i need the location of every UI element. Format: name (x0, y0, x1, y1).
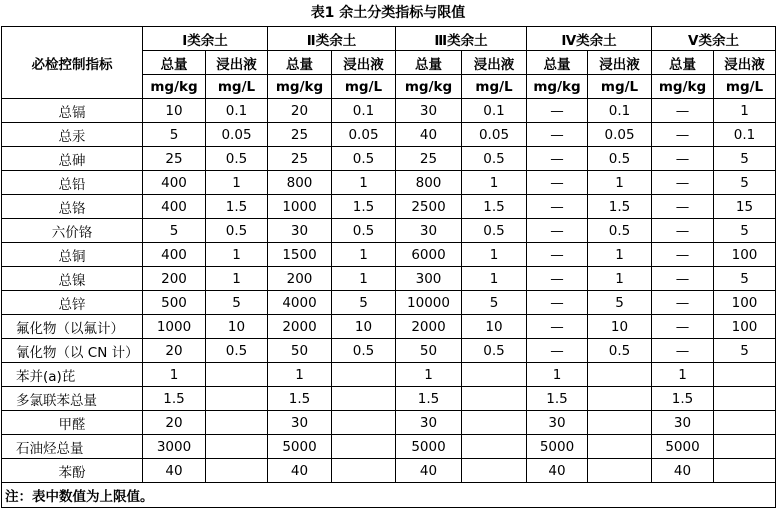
class-1-header: Ⅰ类余土 (143, 27, 268, 51)
value-cell: 3000 (143, 435, 206, 459)
value-cell: 0.5 (588, 147, 652, 171)
value-cell: 10 (332, 315, 396, 339)
value-cell: 15 (714, 195, 776, 219)
table-row (2, 219, 776, 243)
indicator-name: 总铜 (2, 243, 143, 267)
table-row (2, 147, 776, 171)
leach-unit: mg/L (206, 75, 268, 99)
value-cell: — (652, 339, 714, 363)
total-unit: mg/kg (527, 75, 588, 99)
value-cell: — (527, 243, 588, 267)
value-cell: — (652, 123, 714, 147)
table-row (2, 339, 776, 363)
value-cell: 1 (588, 243, 652, 267)
value-cell: 0.1 (588, 99, 652, 123)
table-note: 注：表中数值为上限值。 (2, 483, 776, 508)
indicator-name: 总铅 (2, 171, 143, 195)
value-cell: 0.5 (206, 339, 268, 363)
total-unit: mg/kg (396, 75, 462, 99)
indicator-name: 总镉 (2, 99, 143, 123)
class-4-header: Ⅳ类余土 (527, 27, 652, 51)
table-row (2, 123, 776, 147)
value-cell: 0.5 (332, 339, 396, 363)
value-cell: 5 (143, 219, 206, 243)
value-cell (332, 411, 396, 435)
value-cell: — (527, 291, 588, 315)
value-cell: 400 (143, 195, 206, 219)
value-cell: 0.1 (332, 99, 396, 123)
table-row (2, 435, 776, 459)
value-cell: 30 (652, 411, 714, 435)
value-cell: 1 (206, 171, 268, 195)
value-cell: 1.5 (143, 387, 206, 411)
value-cell: 40 (652, 459, 714, 483)
table-row (2, 291, 776, 315)
leach-unit: mg/L (714, 75, 776, 99)
value-cell: 0.5 (206, 147, 268, 171)
value-cell: 10000 (396, 291, 462, 315)
value-cell: 40 (527, 459, 588, 483)
table-row (2, 99, 776, 123)
value-cell: 0.05 (588, 123, 652, 147)
indicator-name: 总镍 (2, 267, 143, 291)
class-3-header: Ⅲ类余土 (396, 27, 527, 51)
value-cell: 2000 (396, 315, 462, 339)
value-cell: 25 (268, 123, 332, 147)
value-cell: 0.05 (462, 123, 527, 147)
value-cell: — (652, 147, 714, 171)
table-row (2, 387, 776, 411)
value-cell: 0.5 (332, 147, 396, 171)
value-cell: 5 (588, 291, 652, 315)
value-cell: 1 (588, 171, 652, 195)
value-cell: — (527, 315, 588, 339)
value-cell: 1 (462, 243, 527, 267)
value-cell: — (527, 123, 588, 147)
value-cell: — (652, 291, 714, 315)
value-cell: 20 (143, 411, 206, 435)
leach-header: 浸出液 (206, 51, 268, 75)
value-cell: 200 (268, 267, 332, 291)
value-cell: 1.5 (268, 387, 332, 411)
value-cell: — (652, 243, 714, 267)
value-cell: 1000 (268, 195, 332, 219)
value-cell (206, 411, 268, 435)
value-cell: 1500 (268, 243, 332, 267)
value-cell: 0.1 (206, 99, 268, 123)
value-cell (714, 363, 776, 387)
value-cell (206, 459, 268, 483)
value-cell: 1 (332, 267, 396, 291)
value-cell: 20 (143, 339, 206, 363)
value-cell: 1 (714, 99, 776, 123)
value-cell: 400 (143, 243, 206, 267)
value-cell: 50 (268, 339, 332, 363)
table-row (2, 243, 776, 267)
value-cell: 5 (714, 339, 776, 363)
value-cell: — (652, 99, 714, 123)
indicator-name: 总铬 (2, 195, 143, 219)
total-unit: mg/kg (268, 75, 332, 99)
total-header: 总量 (652, 51, 714, 75)
value-cell: — (527, 171, 588, 195)
value-cell: 0.05 (206, 123, 268, 147)
leach-unit: mg/L (332, 75, 396, 99)
leach-unit: mg/L (462, 75, 527, 99)
leach-header: 浸出液 (332, 51, 396, 75)
value-cell: 10 (588, 315, 652, 339)
value-cell: 0.1 (714, 123, 776, 147)
value-cell: 1.5 (396, 387, 462, 411)
value-cell: 1.5 (588, 195, 652, 219)
value-cell: 1000 (143, 315, 206, 339)
value-cell (206, 387, 268, 411)
value-cell: 200 (143, 267, 206, 291)
value-cell: 40 (143, 459, 206, 483)
value-cell: 6000 (396, 243, 462, 267)
table-row (2, 459, 776, 483)
value-cell (462, 435, 527, 459)
value-cell: 40 (396, 123, 462, 147)
value-cell: 1 (332, 171, 396, 195)
limits-table (1, 26, 776, 508)
value-cell (714, 459, 776, 483)
indicator-header: 必检控制指标 (2, 27, 143, 99)
value-cell: 1 (527, 363, 588, 387)
indicator-name: 多氯联苯总量 (2, 387, 143, 411)
value-cell: 1 (206, 243, 268, 267)
value-cell: 5 (332, 291, 396, 315)
value-cell: 1 (143, 363, 206, 387)
value-cell: 5 (714, 147, 776, 171)
value-cell: 2000 (268, 315, 332, 339)
value-cell: 2500 (396, 195, 462, 219)
value-cell: 0.5 (462, 219, 527, 243)
value-cell: 40 (268, 459, 332, 483)
total-header: 总量 (396, 51, 462, 75)
value-cell: — (527, 195, 588, 219)
value-cell: 0.5 (588, 219, 652, 243)
value-cell: — (527, 147, 588, 171)
value-cell: — (652, 171, 714, 195)
table-row (2, 195, 776, 219)
leach-header: 浸出液 (714, 51, 776, 75)
indicator-name: 苯并(a)芘 (2, 363, 143, 387)
value-cell: 1 (332, 243, 396, 267)
value-cell (714, 387, 776, 411)
value-cell: 1 (396, 363, 462, 387)
table-title: 表1 余土分类指标与限值 (310, 5, 466, 21)
indicator-name: 苯酚 (2, 459, 143, 483)
value-cell: — (527, 339, 588, 363)
value-cell: — (652, 315, 714, 339)
value-cell: 100 (714, 291, 776, 315)
indicator-name: 石油烃总量 (2, 435, 143, 459)
leach-header: 浸出液 (462, 51, 527, 75)
indicator-name: 六价铬 (2, 219, 143, 243)
value-cell: 1.5 (206, 195, 268, 219)
value-cell: 40 (396, 459, 462, 483)
value-cell (206, 435, 268, 459)
value-cell: — (527, 219, 588, 243)
value-cell: 5000 (396, 435, 462, 459)
value-cell: 5 (714, 219, 776, 243)
value-cell: 30 (268, 411, 332, 435)
value-cell: — (527, 267, 588, 291)
value-cell (462, 387, 527, 411)
value-cell: 300 (396, 267, 462, 291)
leach-unit: mg/L (588, 75, 652, 99)
indicator-name: 总锌 (2, 291, 143, 315)
value-cell: 25 (143, 147, 206, 171)
value-cell: 1 (206, 267, 268, 291)
value-cell (588, 363, 652, 387)
value-cell: 0.5 (332, 219, 396, 243)
value-cell: 5 (143, 123, 206, 147)
value-cell (714, 411, 776, 435)
table-row (2, 363, 776, 387)
value-cell (588, 435, 652, 459)
table-row (2, 171, 776, 195)
value-cell: 800 (268, 171, 332, 195)
value-cell: 20 (268, 99, 332, 123)
value-cell: 1.5 (527, 387, 588, 411)
value-cell: 25 (268, 147, 332, 171)
value-cell: 30 (396, 411, 462, 435)
value-cell: 25 (396, 147, 462, 171)
indicator-name: 氰化物（以 CN 计） (2, 339, 143, 363)
indicator-name: 氟化物（以氟计） (2, 315, 143, 339)
value-cell: 1 (652, 363, 714, 387)
value-cell (332, 435, 396, 459)
class-5-header: Ⅴ类余土 (652, 27, 776, 51)
total-unit: mg/kg (652, 75, 714, 99)
value-cell: 4000 (268, 291, 332, 315)
value-cell: 1 (588, 267, 652, 291)
value-cell (332, 387, 396, 411)
table-row (2, 315, 776, 339)
total-unit: mg/kg (143, 75, 206, 99)
value-cell (206, 363, 268, 387)
total-header: 总量 (143, 51, 206, 75)
value-cell: 0.5 (462, 339, 527, 363)
value-cell: 50 (396, 339, 462, 363)
table-row (2, 411, 776, 435)
indicator-name: 甲醛 (2, 411, 143, 435)
value-cell: 5000 (527, 435, 588, 459)
value-cell: 5 (714, 171, 776, 195)
value-cell: 1 (268, 363, 332, 387)
value-cell: — (652, 219, 714, 243)
value-cell: 10 (206, 315, 268, 339)
value-cell: — (527, 99, 588, 123)
value-cell (332, 459, 396, 483)
value-cell: 0.05 (332, 123, 396, 147)
value-cell: 0.1 (462, 99, 527, 123)
value-cell: 1.5 (462, 195, 527, 219)
value-cell: 5 (206, 291, 268, 315)
value-cell: 1.5 (332, 195, 396, 219)
class-2-header: Ⅱ类余土 (268, 27, 396, 51)
leach-header: 浸出液 (588, 51, 652, 75)
table-row (2, 267, 776, 291)
value-cell: 30 (396, 219, 462, 243)
value-cell (588, 411, 652, 435)
value-cell: 1.5 (652, 387, 714, 411)
value-cell: 10 (462, 315, 527, 339)
value-cell: 1 (462, 171, 527, 195)
value-cell (462, 363, 527, 387)
value-cell: 500 (143, 291, 206, 315)
value-cell: 100 (714, 243, 776, 267)
total-header: 总量 (527, 51, 588, 75)
value-cell: 5000 (268, 435, 332, 459)
indicator-name: 总汞 (2, 123, 143, 147)
value-cell: 0.5 (588, 339, 652, 363)
value-cell: 30 (396, 99, 462, 123)
value-cell: 5 (462, 291, 527, 315)
value-cell (462, 411, 527, 435)
value-cell: 5000 (652, 435, 714, 459)
value-cell: — (652, 195, 714, 219)
value-cell (588, 387, 652, 411)
value-cell: 30 (527, 411, 588, 435)
value-cell (462, 459, 527, 483)
value-cell: — (652, 267, 714, 291)
value-cell (714, 435, 776, 459)
value-cell: 400 (143, 171, 206, 195)
value-cell: 0.5 (462, 147, 527, 171)
value-cell: 0.5 (206, 219, 268, 243)
value-cell: 1 (462, 267, 527, 291)
total-header: 总量 (268, 51, 332, 75)
value-cell: 10 (143, 99, 206, 123)
value-cell (588, 459, 652, 483)
value-cell: 100 (714, 315, 776, 339)
value-cell: 800 (396, 171, 462, 195)
indicator-name: 总砷 (2, 147, 143, 171)
value-cell: 5 (714, 267, 776, 291)
value-cell (332, 363, 396, 387)
value-cell: 30 (268, 219, 332, 243)
